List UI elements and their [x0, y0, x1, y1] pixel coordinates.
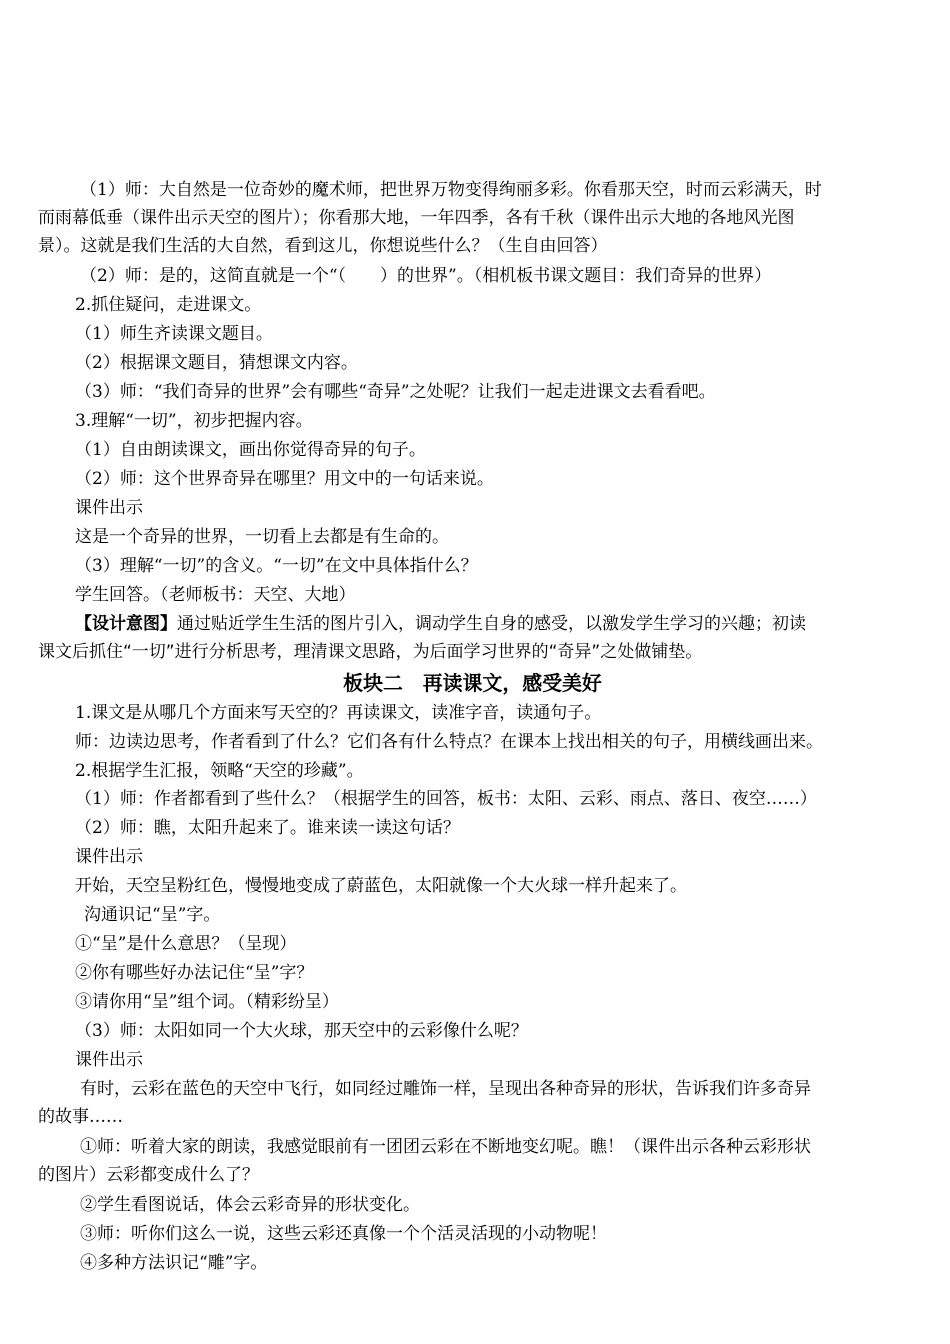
list-item: （2）师：瞧，太阳升起来了。谁来读一读这句话？	[75, 818, 460, 838]
paragraph-intro-line-1: （1）师：大自然是一位奇妙的魔术师，把世界万物变得绚丽多彩。你看那天空，时而云彩满天，时	[80, 180, 822, 200]
design-intent-tag: 【设计意图】	[75, 614, 177, 634]
courseware-quote-line-1: 有时，云彩在蓝色的天空中飞行，如同经过雕饰一样，呈现出各种奇异的形状，告诉我们许多奇异	[80, 1079, 811, 1099]
discussion-item-3: ③师：听你们这么一说，这些云彩还真像一个个活灵活现的小动物呢！	[80, 1224, 607, 1244]
list-item: ③请你用“呈”组个词。（精彩纷呈）	[75, 992, 339, 1012]
paragraph-teacher-response: （2）师：是的，这简直就是一个“（ ）的世界”。（相机板书课文题目：我们奇异的世界）	[80, 266, 772, 286]
list-item: （1）师生齐读课文题目。	[75, 324, 273, 344]
list-item: （2）根据课文题目，猜想课文内容。	[75, 353, 358, 373]
list-item: （3）理解“一切”的含义。“一切”在文中具体指什么？	[75, 556, 478, 576]
paragraph-intro-line-2: 而雨幕低垂（课件出示天空的图片）；你看那大地，一年四季，各有千秋（课件出示大地的各地风光图	[38, 208, 795, 228]
question-1: 1.课文是从哪几个方面来写天空的？再读课文，读准字音，读通句子。	[75, 703, 602, 723]
section-heading: 板块二 再读课文，感受美好	[343, 671, 602, 695]
discussion-item-4: ④多种方法识记“雕”字。	[80, 1253, 268, 1273]
design-intent-line-2: 课文后抓住“一切”进行分析思考，理清课文思路，为后面学习世界的“奇异”之处做铺垫。	[38, 642, 703, 662]
design-intent-text: 通过贴近学生生活的图片引入，调动学生自身的感受，以激发学生学习的兴趣；初读	[177, 614, 806, 634]
list-item: （3）师：太阳如同一个大火球，那天空中的云彩像什么呢？	[75, 1021, 528, 1041]
courseware-quote: 这是一个奇异的世界，一切看上去都是有生命的。	[75, 527, 449, 547]
discussion-item-1-line-2: 的图片）云彩都变成什么了？	[38, 1165, 259, 1185]
courseware-label: 课件出示	[75, 847, 143, 867]
paragraph-intro-line-3: 景）。这就是我们生活的大自然，看到这儿，你想说些什么？（生自由回答）	[38, 236, 608, 256]
character-study: 沟通识记“呈”字。	[84, 905, 221, 925]
courseware-label: 课件出示	[75, 498, 143, 518]
list-item: （1）师：作者都看到了些什么？（根据学生的回答，板书：太阳、云彩、雨点、落日、夜空……）	[75, 789, 817, 809]
list-item: ①“呈”是什么意思？（呈现）	[75, 934, 297, 954]
list-item: （2）师：这个世界奇异在哪里？用文中的一句话来说。	[75, 469, 494, 489]
step-heading-3: 3.理解“一切”，初步把握内容。	[75, 411, 313, 431]
list-item: ②你有哪些好办法记住“呈”字？	[75, 963, 314, 983]
discussion-item-2: ②学生看图说话，体会云彩奇异的形状变化。	[80, 1195, 420, 1215]
courseware-quote-line-2: 的故事……	[38, 1107, 123, 1127]
step-heading-2: 2.抓住疑问，走进课文。	[75, 295, 262, 315]
design-intent-line-1	[75, 611, 806, 637]
student-answer: 学生回答。（老师板书：天空、大地）	[75, 585, 356, 605]
courseware-quote: 开始，天空呈粉红色，慢慢地变成了蔚蓝色，太阳就像一个大火球一样升起来了。	[75, 876, 687, 896]
discussion-item-1-line-1: ①师：听着大家的朗读，我感觉眼前有一团团云彩在不断地变幻呢。瞧！（课件出示各种云彩形状	[80, 1137, 811, 1157]
list-item: （1）自由朗读课文，画出你觉得奇异的句子。	[75, 440, 426, 460]
teacher-instruction: 师：边读边思考，作者看到了什么？它们各有什么特点？在课本上找出相关的句子，用横线画出来。	[75, 732, 823, 752]
step-heading-2b: 2.根据学生汇报，领略“天空的珍藏”。	[75, 761, 364, 781]
courseware-label: 课件出示	[75, 1050, 143, 1070]
list-item: （3）师：“我们奇异的世界”会有哪些“奇异”之处呢？让我们一起走进课文去看看吧。	[75, 382, 716, 402]
